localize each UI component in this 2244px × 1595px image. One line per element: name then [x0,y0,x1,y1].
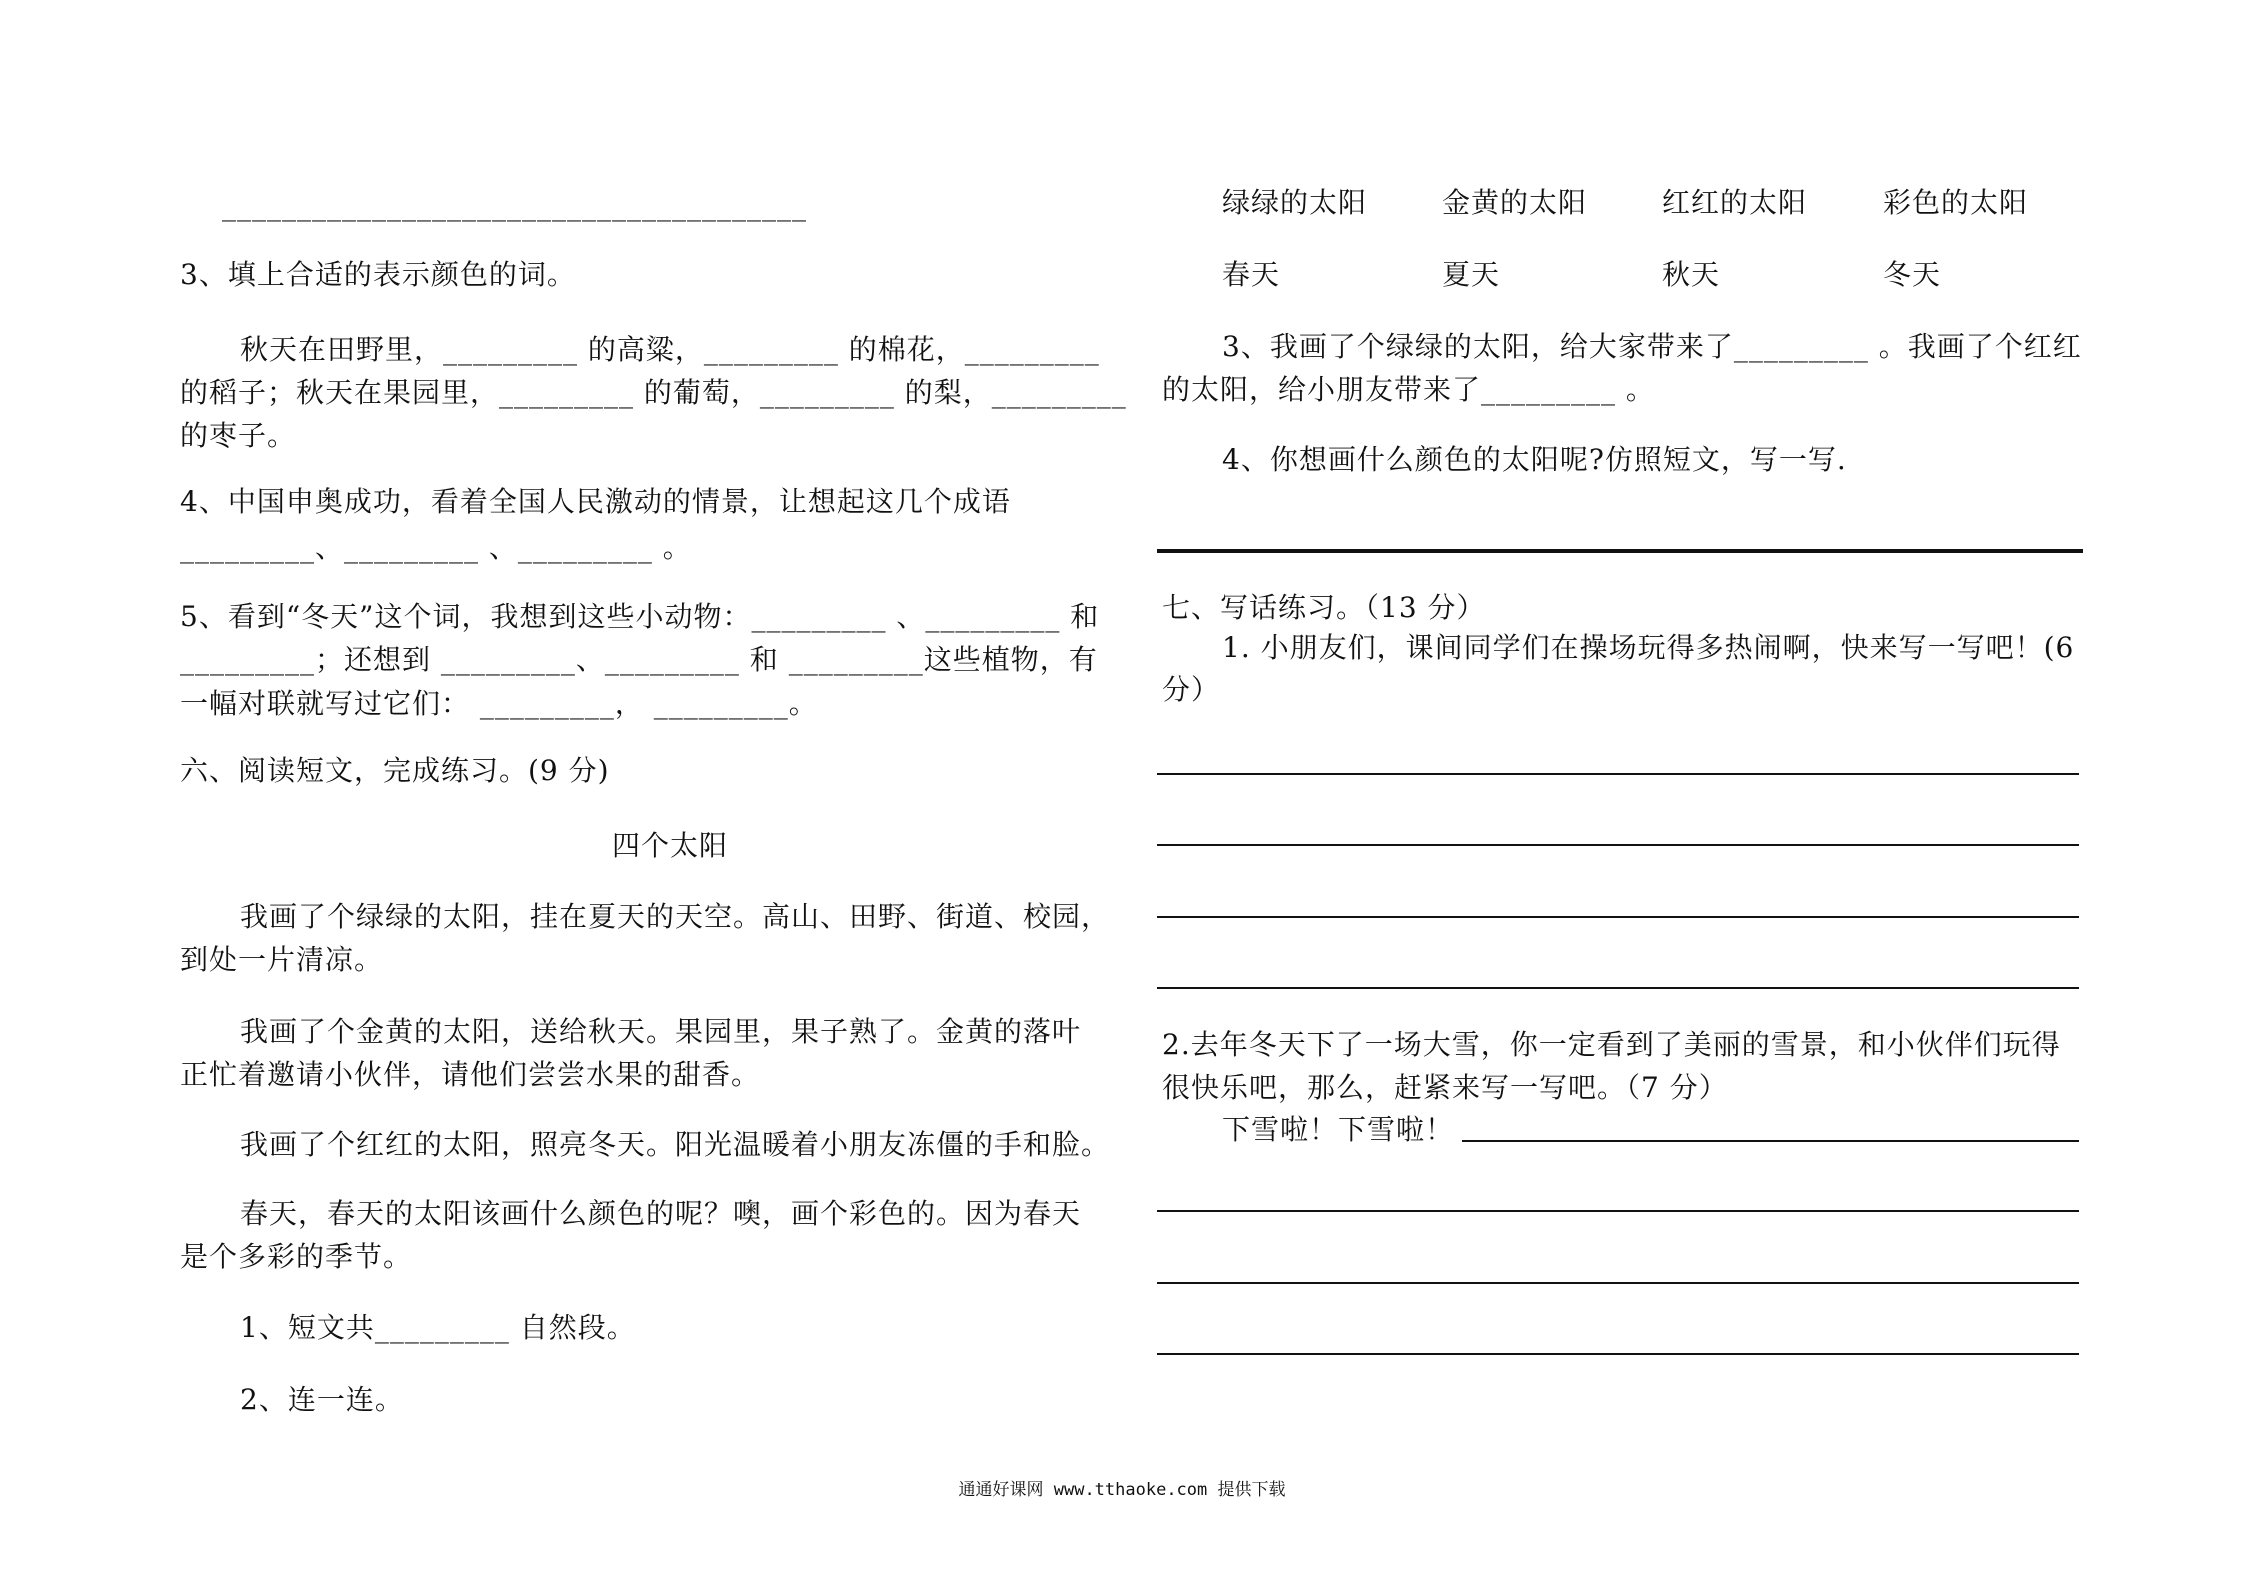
q5-line-3: 一幅对联就写过它们： _________， _________。 [180,687,818,720]
section-7-title: 七、写话练习。（13 分） [1162,591,1486,624]
story-p1-line-1: 我画了个绿绿的太阳，挂在夏天的天空。高山、田野、街道、校园， [240,900,1111,933]
writing-2-answer-line [1462,1140,2079,1142]
exercise-2: 2、连一连。 [240,1383,404,1416]
exercise-1: 1、短文共_________ 自然段。 [240,1311,636,1344]
writing-1-answer-line [1157,773,2079,775]
q5-line-1: 5、看到“冬天”这个词，我想到这些小动物：_________ 、_________ 和 [180,600,1100,633]
q3-line-1: 秋天在田野里，_________ 的高粱，_________ 的棉花，_________ [240,333,1100,366]
writing-2-answer-line [1157,1210,2079,1212]
q3-line-2: 的稻子；秋天在果园里，_________ 的葡萄，_________ 的梨，_________ [180,376,1127,409]
season-option-1: 春天 [1222,258,1281,291]
story-p1-line-2: 到处一片清凉。 [180,943,384,976]
exercise-4: 4、你想画什么颜色的太阳呢?仿照短文，写一写. [1222,443,1847,476]
exercise-3-line-1: 3、我画了个绿绿的太阳，给大家带来了_________ 。我画了个红红 [1222,330,2082,363]
story-title: 四个太阳 [612,829,729,862]
footer-source: 通通好课网 www.tthaoke.com 提供下载 [958,1480,1286,1500]
writing-2-answer-line [1157,1282,2079,1284]
season-option-3: 秋天 [1662,258,1721,291]
q5-line-2: _________；还想到 _________、_________ 和 _________这些植物，有 [180,643,1098,676]
q4-line-2: _________、_________ 、_________ 。 [180,531,692,564]
sun-option-1: 绿绿的太阳 [1222,186,1368,219]
answer-line-ex4 [1157,549,2083,553]
story-p4-line-1: 春天，春天的太阳该画什么颜色的呢？噢，画个彩色的。因为春天 [240,1197,1082,1230]
sun-option-4: 彩色的太阳 [1883,186,2029,219]
q3-title: 3、填上合适的表示颜色的词。 [180,258,576,291]
q3-line-3: 的枣子。 [180,419,297,452]
story-p2-line-1: 我画了个金黄的太阳，送给秋天。果园里，果子熟了。金黄的落叶 [240,1015,1082,1048]
exercise-3-line-2: 的太阳，给小朋友带来了_________ 。 [1162,373,1655,406]
top-blank-line: _______________________________________ [222,189,807,222]
story-p4-line-2: 是个多彩的季节。 [180,1240,413,1273]
story-p2-line-2: 正忙着邀请小伙伴，请他们尝尝水果的甜香。 [180,1058,761,1091]
season-option-4: 冬天 [1883,258,1942,291]
sun-option-2: 金黄的太阳 [1442,186,1588,219]
writing-1-answer-line [1157,916,2079,918]
writing-1-answer-line [1157,987,2079,989]
writing-2-line-2: 很快乐吧，那么，赶紧来写一写吧。（7 分） [1162,1071,1728,1104]
writing-2-answer-line [1157,1353,2079,1355]
q4-line-1: 4、中国申奥成功，看着全国人民激动的情景，让想起这几个成语 [180,485,1011,518]
writing-1-line-2: 分） [1162,673,1221,706]
season-option-2: 夏天 [1442,258,1501,291]
writing-1-answer-line [1157,844,2079,846]
writing-2-line-1: 2.去年冬天下了一场大雪，你一定看到了美丽的雪景，和小伙伴们玩得 [1162,1028,2061,1061]
writing-2-start-text: 下雪啦！下雪啦！ [1222,1113,1455,1146]
story-p3-line-1: 我画了个红红的太阳，照亮冬天。阳光温暖着小朋友冻僵的手和脸。 [240,1128,1111,1161]
writing-1-line-1: 1. 小朋友们，课间同学们在操场玩得多热闹啊，快来写一写吧！(6 [1222,631,2075,664]
section-6-title: 六、阅读短文，完成练习。(9 分) [180,754,610,787]
sun-option-3: 红红的太阳 [1662,186,1808,219]
